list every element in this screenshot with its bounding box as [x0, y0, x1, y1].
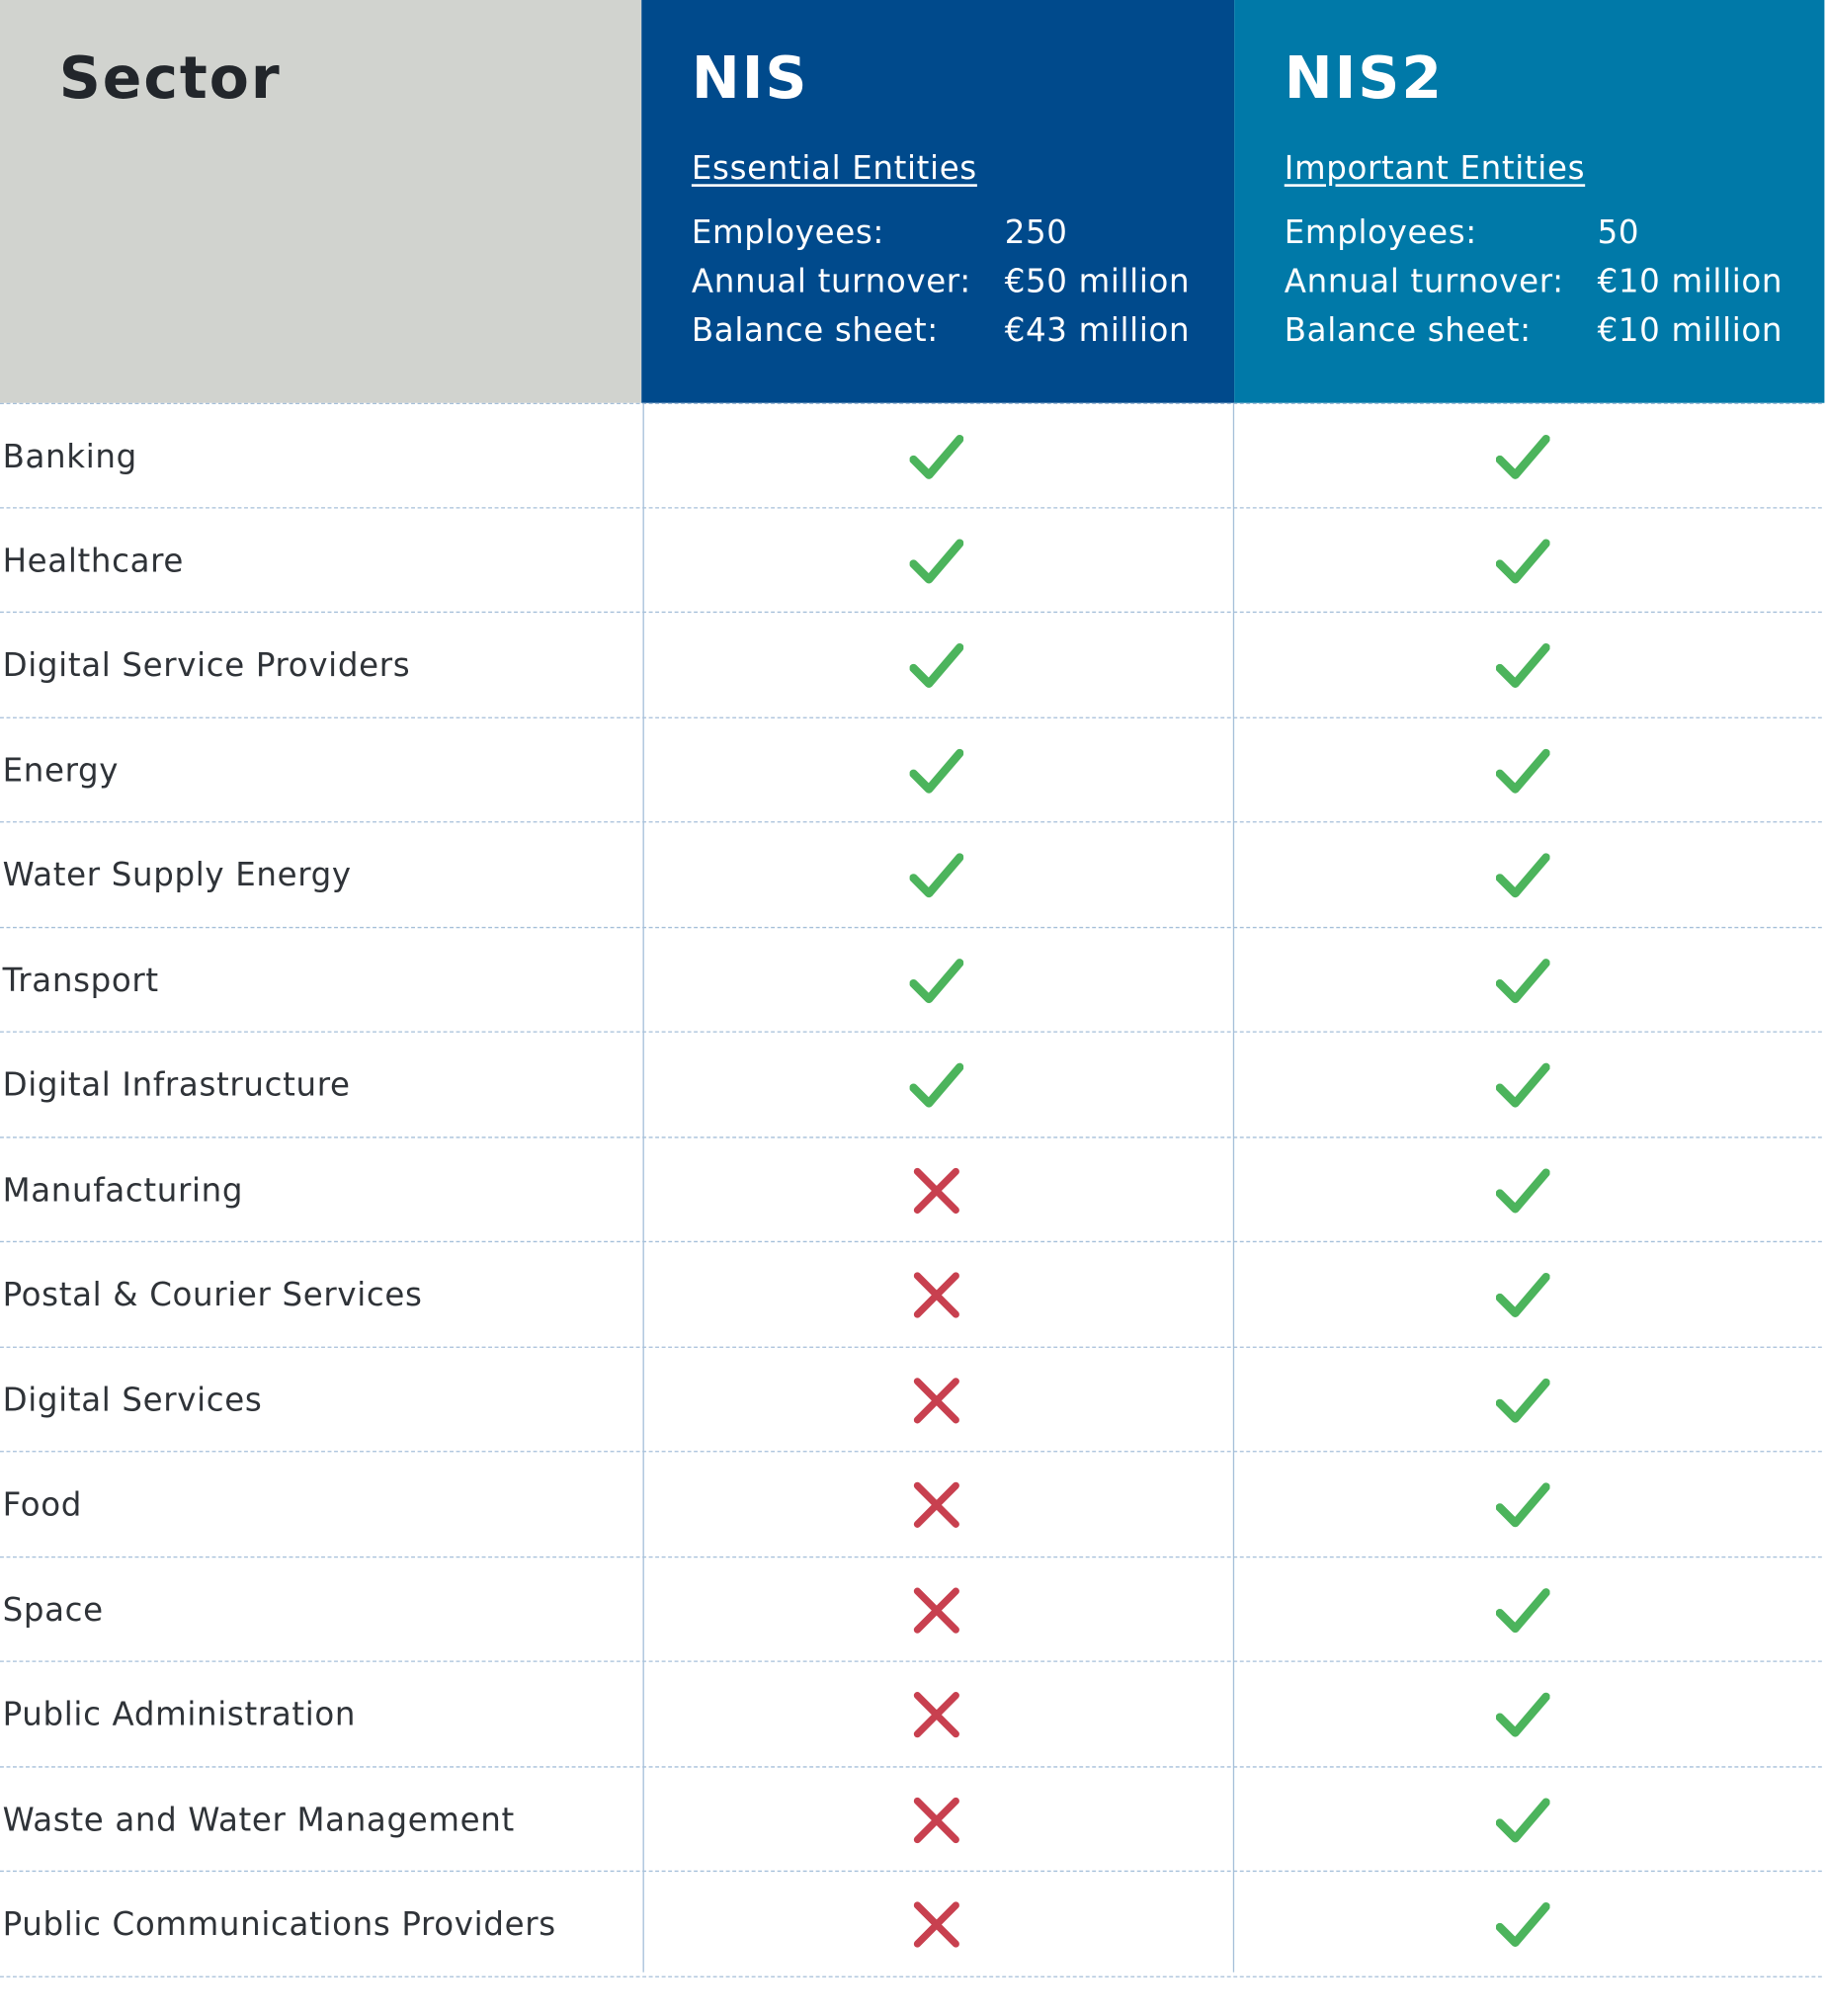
sector-name: Transport [2, 961, 159, 999]
table-row [0, 1767, 1822, 1872]
nis2-criterion-label: Employees: [1284, 213, 1477, 252]
sector-name: Public Communications Providers [2, 1904, 556, 1943]
nis-criterion-label: Employees: [691, 213, 884, 252]
check-icon [1496, 1268, 1550, 1322]
table-row [0, 1452, 1822, 1556]
cross-icon [910, 1897, 964, 1952]
table-row [0, 1242, 1822, 1347]
sector-name: Public Administration [2, 1695, 357, 1733]
check-icon [1496, 1058, 1550, 1113]
check-icon [910, 848, 964, 902]
sector-name: Manufacturing [2, 1170, 244, 1209]
cross-icon [910, 1793, 964, 1847]
check-icon [1496, 1583, 1550, 1638]
table-body [0, 403, 1822, 1977]
sector-name: Healthcare [2, 541, 185, 579]
check-icon [1496, 1897, 1550, 1952]
sector-name: Banking [2, 437, 137, 475]
check-icon [1496, 534, 1550, 588]
column-divider [1233, 403, 1234, 1973]
nis-criterion-value: €50 million [1004, 262, 1191, 300]
check-icon [1496, 1688, 1550, 1742]
table-row [0, 403, 1822, 508]
check-icon [1496, 1163, 1550, 1218]
nis-subtitle: Essential Entities [691, 149, 977, 187]
sector-name: Digital Infrastructure [2, 1065, 351, 1104]
cross-icon [910, 1268, 964, 1322]
table-row [0, 822, 1822, 927]
check-icon [1496, 430, 1550, 484]
check-icon [910, 638, 964, 693]
sector-name: Waste and Water Management [2, 1800, 515, 1838]
cross-icon [910, 1163, 964, 1218]
table-row [0, 1872, 1822, 1976]
nis2-criterion-value: €10 million [1597, 311, 1784, 350]
check-icon [910, 1058, 964, 1113]
check-icon [910, 430, 964, 484]
nis-header [641, 0, 1234, 403]
check-icon [1496, 848, 1550, 902]
check-icon [1496, 1477, 1550, 1532]
sector-header-title: Sector [58, 43, 282, 113]
cross-icon [910, 1583, 964, 1638]
nis-criterion-label: Balance sheet: [691, 311, 939, 350]
sector-name: Energy [2, 751, 120, 789]
check-icon [1496, 954, 1550, 1008]
sector-name: Digital Service Providers [2, 645, 411, 684]
nis2-criterion-label: Balance sheet: [1284, 311, 1532, 350]
check-icon [1496, 638, 1550, 693]
table-row [0, 1662, 1822, 1767]
cross-icon [910, 1688, 964, 1742]
nis-criterion-value: 250 [1004, 213, 1068, 252]
check-icon [1496, 743, 1550, 798]
nis2-title: NIS2 [1284, 43, 1444, 113]
sector-name: Postal & Courier Services [2, 1275, 423, 1313]
sector-name: Water Supply Energy [2, 856, 352, 894]
table-row [0, 1347, 1822, 1452]
table-row [0, 717, 1822, 822]
check-icon [1496, 1373, 1550, 1427]
sector-name: Space [2, 1590, 104, 1629]
check-icon [1496, 1793, 1550, 1847]
check-icon [910, 954, 964, 1008]
sector-name: Digital Services [2, 1381, 263, 1418]
sector-header [0, 0, 641, 403]
cross-icon [910, 1373, 964, 1427]
table-row [0, 613, 1822, 717]
nis2-subtitle: Important Entities [1284, 149, 1586, 187]
table-row [0, 508, 1822, 613]
table-row [0, 928, 1822, 1033]
nis-title: NIS [691, 43, 809, 113]
nis2-criterion-label: Annual turnover: [1284, 262, 1564, 300]
nis2-header [1234, 0, 1824, 403]
nis-criterion-label: Annual turnover: [691, 262, 971, 300]
check-icon [910, 534, 964, 588]
column-divider [643, 403, 644, 1973]
table-row [0, 1137, 1822, 1242]
check-icon [910, 743, 964, 798]
nis2-criterion-value: €10 million [1597, 262, 1784, 300]
table-row [0, 1033, 1822, 1137]
sector-name: Food [2, 1485, 83, 1524]
nis-criterion-value: €43 million [1004, 311, 1191, 350]
table-row [0, 1557, 1822, 1662]
cross-icon [910, 1477, 964, 1532]
nis2-criterion-value: 50 [1597, 213, 1640, 252]
